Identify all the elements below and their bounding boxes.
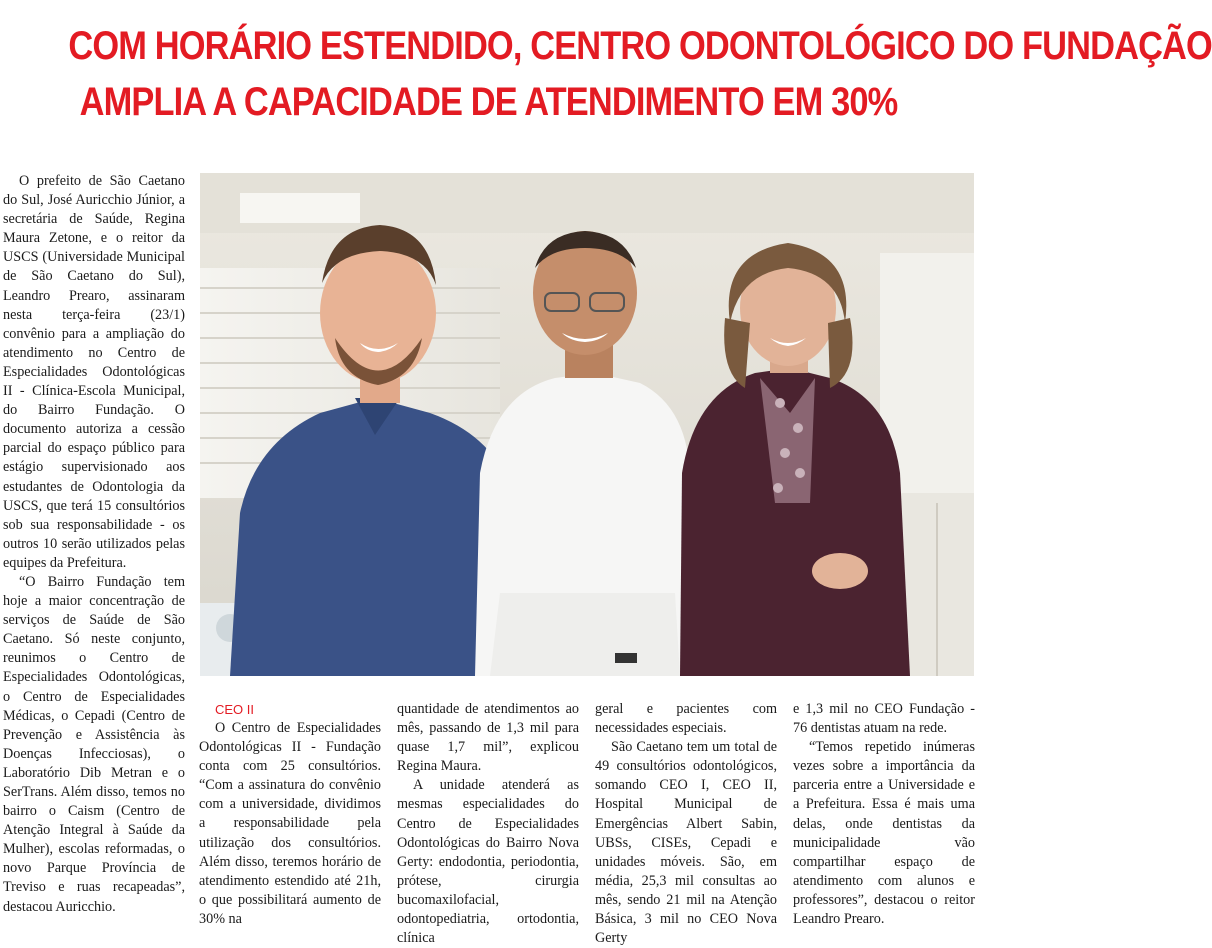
paragraph: O prefeito de São Caetano do Sul, José Auricchio Júnior, a secretária de Saúde, Regina Maura Zetone, e o reitor da USCS (Universidade Municipal de São Caetano do Sul), Leandro Prearo, assinaram nesta terça-feira (23/1) convênio para a ampliação do atendimento no Centro de Especialidades Odontológicas II - Clínica-Escola Municipal, do Bairro Fundação. O documento autoriza a cessão parcial do espaço público para estágio supervisionado aos estudantes de Odontologia da USCS, que terá 15 consultórios sob sua responsabilidade - os outros 10 serão utilizados pelas equipes da Prefeitura.	[3, 173, 185, 571]
paragraph: “Temos repetido inúmeras vezes sobre a importância da parceria entre a Universidade e a Prefeitura. Essa é mais uma delas, onde dentistas da municipalidade vão compartilhar espaço de atendimento com alunos e professores”, destacou o reitor Leandro Prearo.	[793, 739, 975, 928]
paragraph: e 1,3 mil no CEO Fundação - 76 dentistas atuam na rede.	[793, 701, 975, 737]
paragraph: “O Bairro Fundação tem hoje a maior concentração de serviços de Saúde de São Caetano. Só neste conjunto, reunimos o Centro de Especialidades Odontológicas, o Centro de Especialidades Médicas, o Cepadi (Centro de Prevenção e Assistência às Doenças Infecciosas), o Laboratório Dib Metran e o SerTrans. Além disso, temos no bairro o Caism (Centro de Atenção Integral à Saúde da Mulher), escolas reformadas, o novo Parque Província de Treviso e ruas recapeadas”, destacou Auricchio.	[3, 573, 185, 915]
article-column-1	[3, 172, 185, 917]
headline-line-2: AMPLIA A CAPACIDADE DE ATENDIMENTO EM 30%	[79, 80, 898, 124]
article-column-5	[793, 700, 975, 929]
headline-line-1: COM HORÁRIO ESTENDIDO, CENTRO ODONTOLÓGICO DO FUNDAÇÃO	[68, 24, 1212, 68]
article-column-4	[595, 700, 777, 948]
article-photo	[200, 173, 974, 676]
paragraph: geral e pacientes com necessidades especiais.	[595, 701, 777, 737]
paragraph: quantidade de atendimentos ao mês, passando de 1,3 mil para quase 1,7 mil”, explicou Regina Maura.	[397, 701, 579, 775]
headline	[68, 18, 1212, 130]
section-subhead: CEO II	[215, 702, 255, 717]
paragraph: O Centro de Especialidades Odontológicas II - Fundação conta com 25 consultórios. “Com a assinatura do convênio com a universidade, dividimos a responsabilidade pela utilização dos consultórios. Além disso, teremos horário de atendimento estendido até 21h, o que possibilitará aumento de 30% na	[199, 720, 381, 927]
paragraph: São Caetano tem um total de 49 consultórios odontológicos, somando CEO I, CEO II, Hospital Municipal de Emergências Albert Sabin, UBSs, CISEs, Cepadi e unidades móveis. São, em média, 25,3 mil consultas ao mês, sendo 21 mil na Atenção Básica, 3 mil no CEO Nova Gerty	[595, 739, 777, 947]
paragraph: A unidade atenderá as mesmas especialidades do Centro de Especialidades Odontológicas do Bairro Nova Gerty: endodontia, periodontia, prótese, cirurgia bucomaxilofacial, odontopediatria, ortodontia, clínica	[397, 777, 579, 947]
article-column-2	[199, 700, 381, 929]
article-column-3	[397, 700, 579, 948]
